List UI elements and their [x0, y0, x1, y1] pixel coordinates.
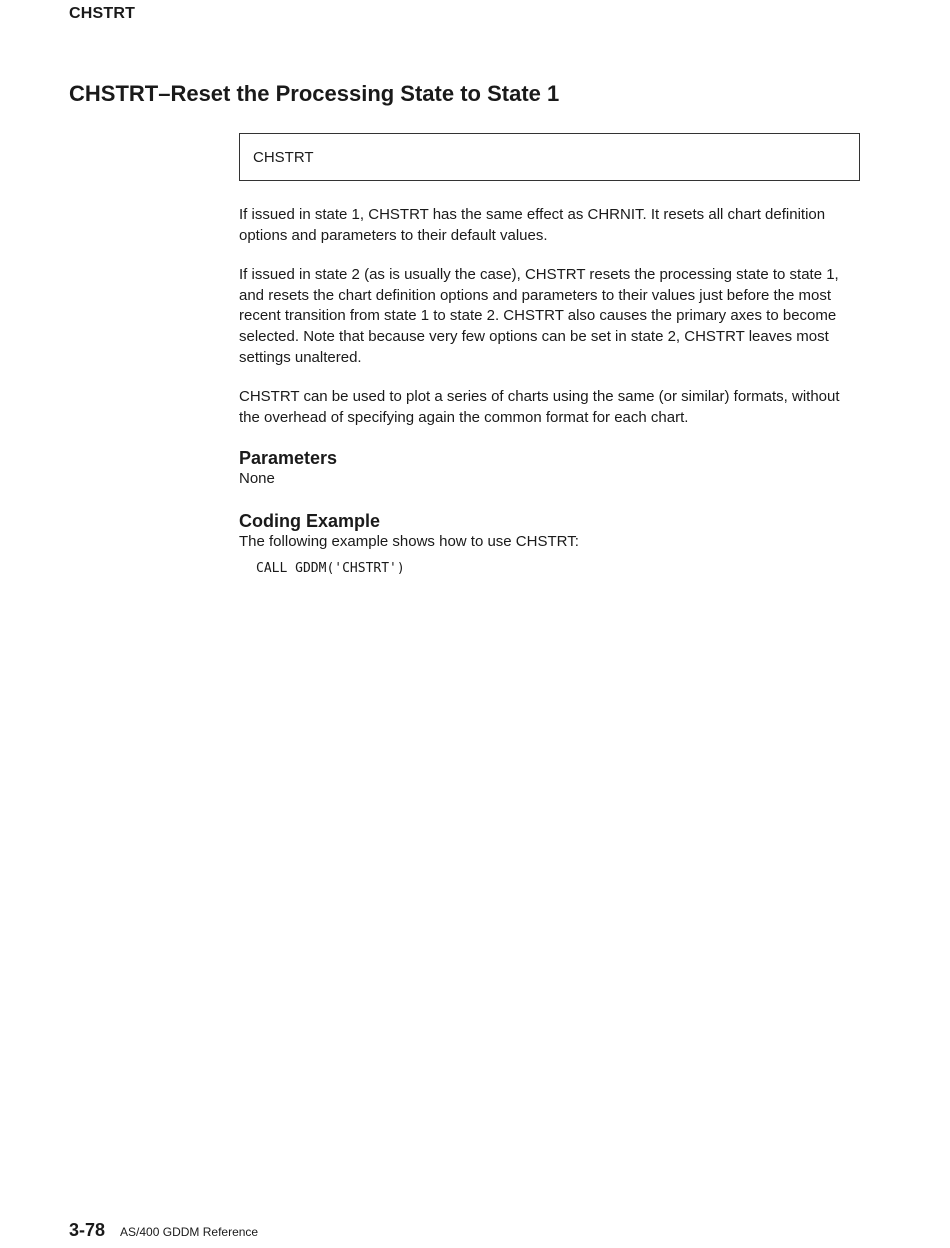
- paragraph-state-2: If issued in state 2 (as is usually the case), CHSTRT resets the processing state to state 1, and resets the chart definition options and parameters to their values just before the most recent transition from state 1 to state 2. CHSTRT also causes the primary axes to become selected. Note that because very few options can be set in state 2, CHSTRT leaves most settings unaltered.: [239, 266, 839, 366]
- coding-example-heading: Coding Example: [239, 510, 381, 531]
- syntax-text: CHSTRT: [253, 149, 314, 166]
- page-footer: [69, 1220, 258, 1241]
- body-column: [239, 205, 864, 579]
- book-title: AS/400 GDDM Reference: [120, 1225, 259, 1239]
- paragraph-state-1: If issued in state 1, CHSTRT has the same effect as CHRNIT. It resets all chart definition options and parameters to their default values.: [239, 206, 826, 244]
- page-title: CHSTRT–Reset the Processing State to State 1: [69, 81, 560, 106]
- coding-example-text: The following example shows how to use CHSTRT:: [239, 532, 579, 550]
- page-number: 3-78: [69, 1220, 106, 1240]
- parameters-text: None: [239, 470, 275, 488]
- parameters-heading: Parameters: [239, 448, 338, 469]
- running-head: CHSTRT: [69, 5, 136, 22]
- paragraph-usage: CHSTRT can be used to plot a series of charts using the same (or similar) formats, without the overhead of specifying again the common format for each chart.: [239, 388, 840, 426]
- code-sample: CALL GDDM('CHSTRT'): [256, 560, 405, 576]
- syntax-box: [239, 133, 860, 181]
